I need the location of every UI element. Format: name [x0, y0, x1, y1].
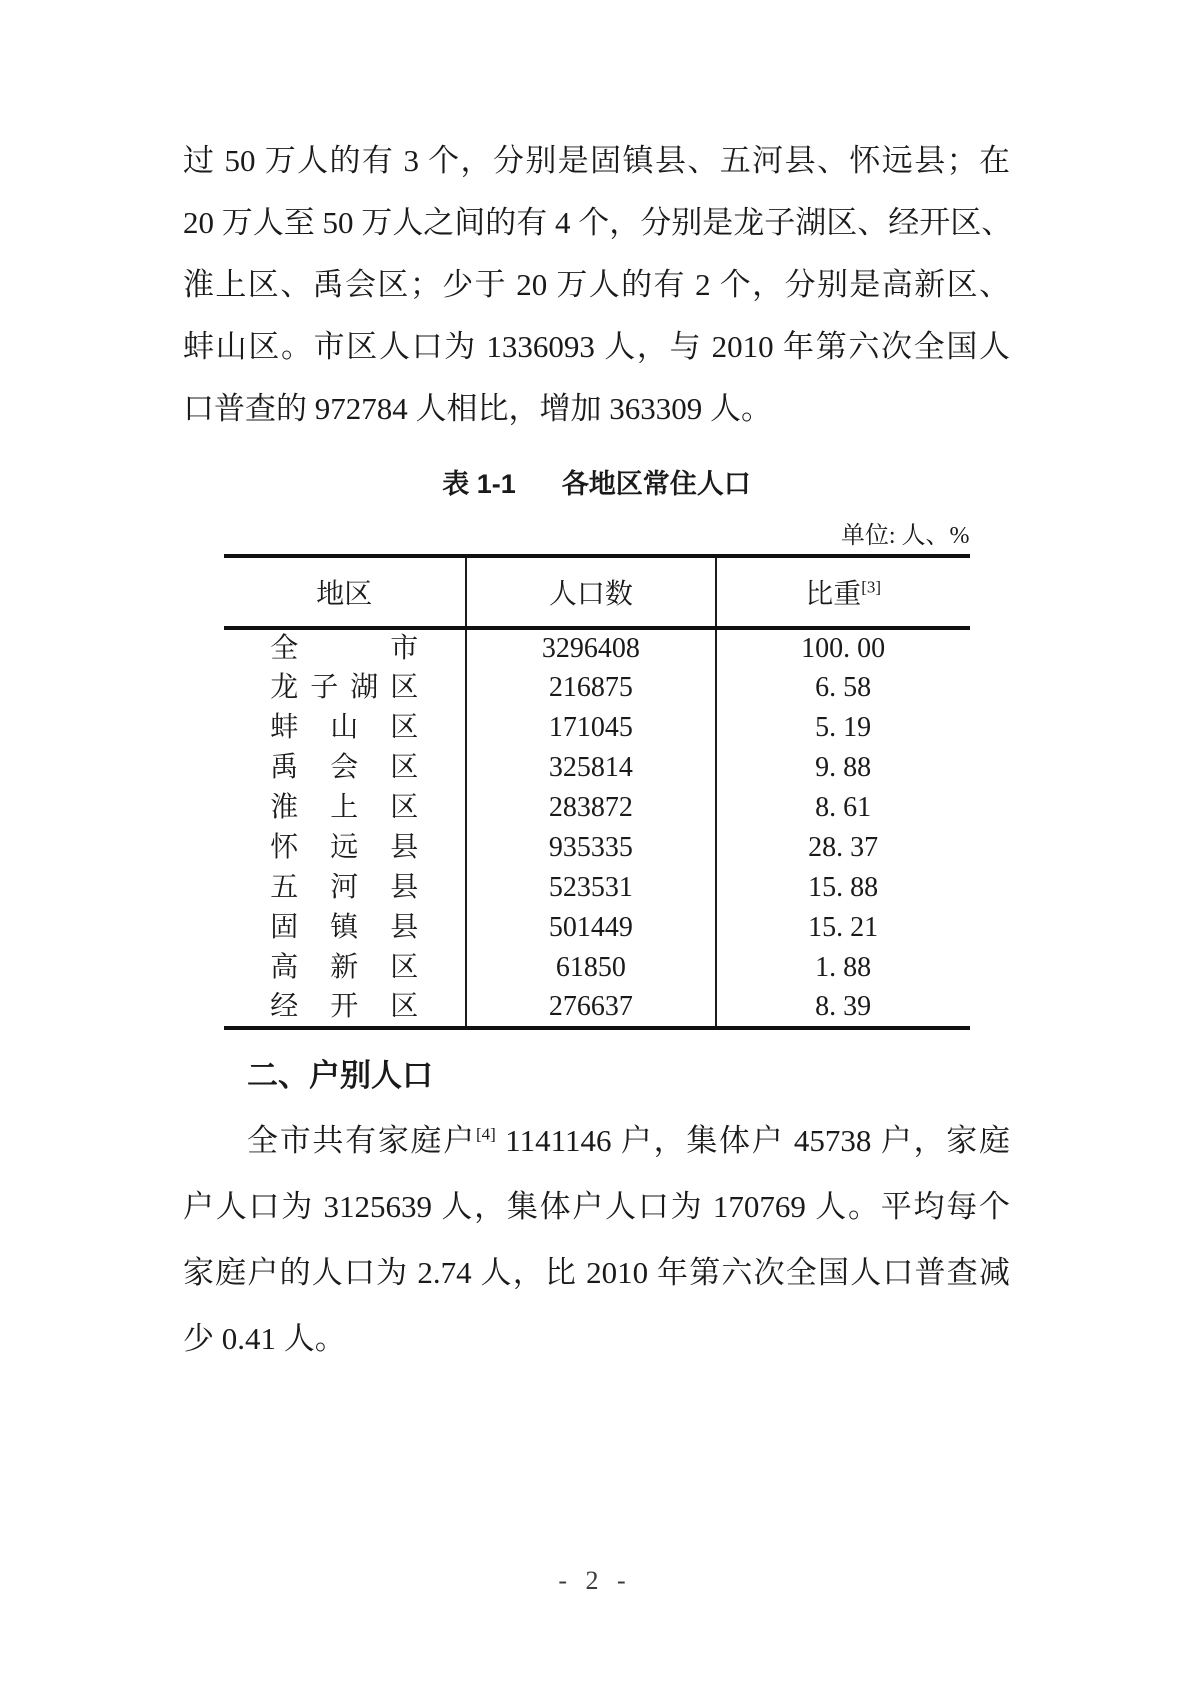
household-line1-post: 1141146 户，集体户 45738 户，家庭: [495, 1123, 1011, 1158]
table-block: [224, 518, 970, 1030]
share-cell: 8. 39: [815, 991, 872, 1022]
population-cell: 325814: [466, 748, 716, 788]
paragraph-line: 口普查的 972784 人相比，增加 363309 人。: [183, 391, 772, 426]
table-header-row: [224, 556, 970, 628]
share-cell: 9. 88: [815, 752, 872, 783]
table-header: [224, 556, 970, 628]
region-cell: 淮上区: [270, 792, 419, 823]
table-row: [224, 948, 970, 988]
header-share: [716, 556, 970, 628]
paragraph-line: 淮上区、禹会区；少于 20 万人的有 2 个，分别是高新区、: [183, 267, 1010, 302]
population-cell: 935335: [466, 828, 716, 868]
region-cell: 经开区: [270, 991, 419, 1022]
header-population: 人口数: [466, 556, 716, 628]
table-row: [224, 988, 970, 1028]
page-number: - 2 -: [558, 1566, 632, 1595]
share-cell: 15. 88: [808, 872, 879, 903]
region-cell: 五河县: [270, 872, 419, 903]
share-cell: 1. 88: [815, 952, 872, 983]
share-cell: 28. 37: [808, 832, 879, 863]
table-row: [224, 668, 970, 708]
region-cell: 蚌山区: [270, 712, 419, 743]
region-cell: 固镇县: [270, 912, 419, 943]
region-cell: 龙子湖区: [270, 672, 419, 703]
table-caption-title: 各地区常住人口: [561, 469, 751, 499]
table-row: [224, 868, 970, 908]
paragraph-line: 家庭户的人口为 2.74 人，比 2010 年第六次全国人口普查减: [183, 1255, 1010, 1290]
region-cell: 禹会区: [270, 752, 419, 783]
share-cell: 8. 61: [815, 792, 872, 823]
population-cell: 216875: [466, 668, 716, 708]
table-caption-label: 表 1-1: [442, 469, 516, 499]
table-row: [224, 628, 970, 668]
region-cell: 高新区: [270, 952, 419, 983]
table-row: [224, 748, 970, 788]
table-row: [224, 908, 970, 948]
table-row: [224, 708, 970, 748]
table-row: [224, 828, 970, 868]
share-cell: 15. 21: [808, 912, 879, 943]
population-table: [224, 554, 970, 1030]
note-ref-4: [4]: [475, 1124, 496, 1144]
paragraph-region-summary: [183, 130, 1013, 440]
header-region: 地区: [224, 556, 466, 628]
share-cell: 6. 58: [815, 672, 872, 703]
section-heading-household: 二、户别人口: [247, 1058, 433, 1093]
share-cell: 100. 00: [801, 633, 886, 664]
table-body: [224, 628, 970, 1028]
table-row: [224, 788, 970, 828]
paragraph-line: [183, 1108, 1010, 1174]
population-cell: 276637: [466, 988, 716, 1028]
paragraph-line: 过 50 万人的有 3 个，分别是固镇县、五河县、怀远县；在: [183, 143, 1010, 178]
note-ref-3: [3]: [861, 577, 882, 597]
region-cell: 怀远县: [270, 832, 419, 863]
region-cell: 全市: [270, 633, 419, 664]
header-share-label: 比重: [805, 579, 862, 610]
paragraph-line: 户人口为 3125639 人，集体户人口为 170769 人。平均每个: [183, 1189, 1010, 1224]
population-cell: 3296408: [466, 628, 716, 668]
population-cell: 61850: [466, 948, 716, 988]
population-cell: 283872: [466, 788, 716, 828]
paragraph-household: [183, 1108, 1010, 1372]
paragraph-line: 少 0.41 人。: [183, 1321, 346, 1356]
paragraph-line: 20 万人至 50 万人之间的有 4 个，分别是龙子湖区、经开区、: [183, 205, 1013, 240]
population-cell: 501449: [466, 908, 716, 948]
household-line1-pre: 全市共有家庭户: [247, 1123, 476, 1158]
population-cell: 523531: [466, 868, 716, 908]
population-cell: 171045: [466, 708, 716, 748]
paragraph-line: 蚌山区。市区人口为 1336093 人，与 2010 年第六次全国人: [183, 329, 1010, 364]
share-cell: 5. 19: [815, 712, 872, 743]
table-caption: [183, 464, 1010, 504]
unit-note: 单位: 人、%: [840, 523, 970, 549]
